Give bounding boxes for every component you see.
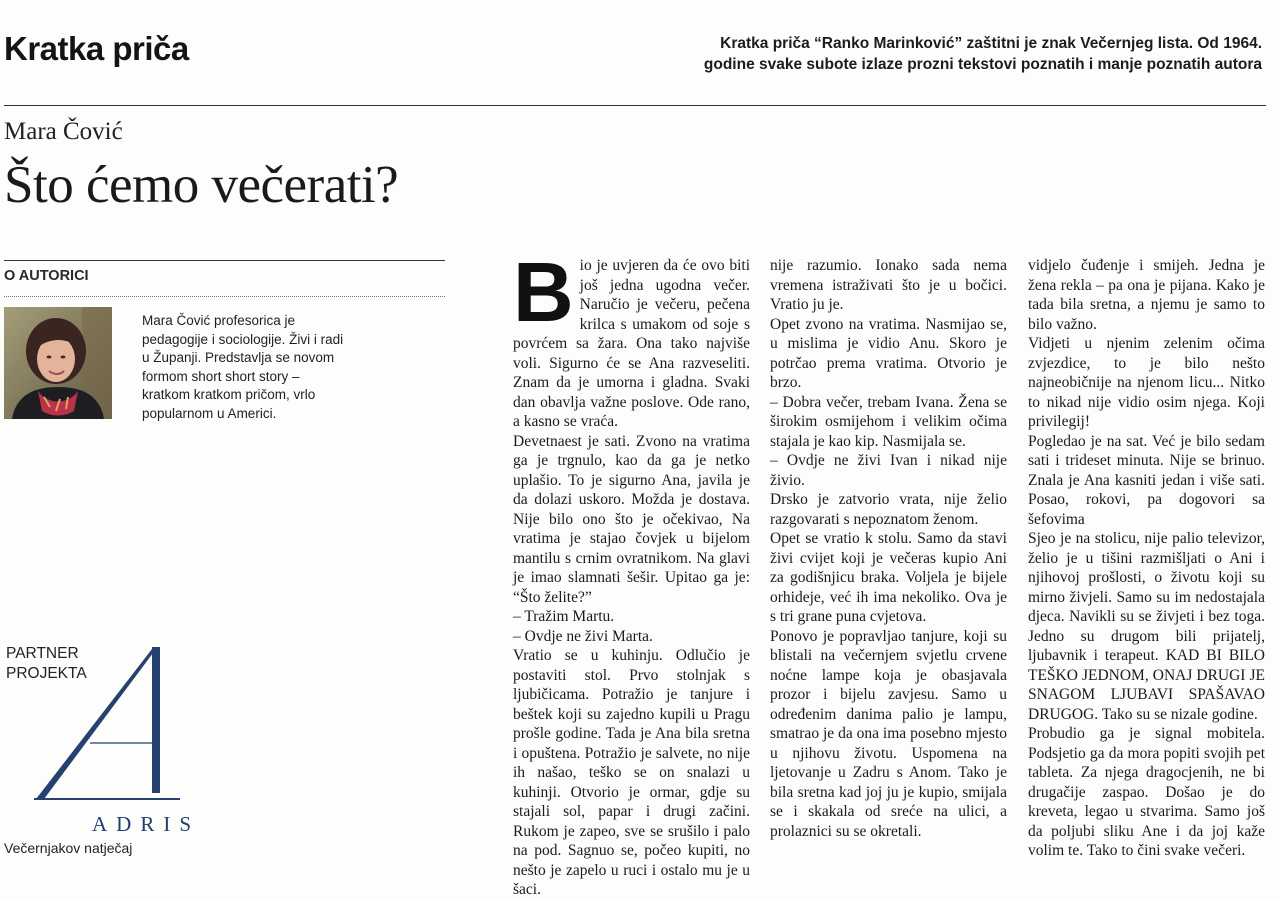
about-divider (4, 260, 445, 261)
author-bio-line: kratkom kratkom pričom, vrlo (142, 387, 316, 402)
author-bio (142, 312, 372, 423)
header-divider (4, 105, 1266, 106)
paragraph: Ponovo je popravljao tanjure, koji su blistali na večernjem svjetlu crvene noćne lampe koja je obasjavala prozor i bijelu zavjesu. Samo u određenim danima palio je lampu, smatrao je da ona ima posebno mjesto u njihovu životu. Uspomena na ljetovanje u Zadru s Anom. Tako je bila sretna kad joj ju je kupio, smijala se i skakala od sreće na ulici, a prolaznici su se okretali. (770, 627, 1007, 840)
paragraph: vidjelo čuđenje i smijeh. Jedna je žena rekla – pa ona je pijana. Kako je tada bila sretna, a njemu je samo to bilo važno. (1028, 257, 1265, 333)
paragraph: – Ovdje ne živi Marta. (513, 627, 653, 645)
paragraph: – Tražim Martu. (513, 608, 615, 625)
paragraph: – Dobra večer, trebam Ivana. Žena se širokim osmijehom i velikim očima stajala je kao kip. Nasmijala se. (770, 393, 1007, 450)
paragraph: Probudio ga je signal mobitela. Podsjetio ga da mora popiti svojih pet tableta. Za njega dragocjenih, ne bi drugačije zaspao. Došao je do kreveta, legao u stvarima. Samo još da poljubi sliku Ane i da joj kaže volim te. Tako to čini svake večeri. (1028, 725, 1265, 859)
story-column-1 (513, 245, 750, 898)
about-author-label: O AUTORICI (4, 268, 89, 284)
author-bio-line: Mara Čović profesorica je (142, 313, 296, 328)
author-bio-line: u Županji. Predstavlja se novom (142, 350, 335, 365)
story-title: Što ćemo večerati? (4, 156, 399, 214)
drop-cap: B (513, 245, 574, 339)
paragraph: Devetnaest je sati. Zvono na vratima ga je trgnulo, kao da ga je netko uplašio. To je sigurno Ana, javila je da dolazi uskoro. Možda je dostava. Nije bilo ono što je očekivao, Na vratima je stajao čovjek u bijelom mantilu s crnim ovratnikom. Na glavi je imao slamnati šešir. Upitao ga je: “Što želite?” (513, 432, 750, 606)
paragraph: nije razumio. Ionako sada nema vremena istraživati što je u bočici. Vratio ju je. (770, 257, 1007, 313)
author-name: Mara Čović (4, 118, 123, 145)
partner-label-line-1: PARTNER (6, 645, 79, 662)
paragraph: Vratio se u kuhinju. Odlučio je postaviti stol. Prvo stolnjak s ljubičicama. Potražio je tanjure i beštek koji su zajedno kupili u Pragu prošle godine. Tada je Ana bila sretna i opuštena. Potražio je salvete, no nije ih našao, teško se on snalazi u kuhinji. Otvorio je ormar, gdje su stajali sol, papar i drugi začini. Rukom je zapeo, sve se srušilo i palo na pod. Sagnuo se, počeo kupiti, no nešto je zapelo u ruci i ostalo mu je u šaci. (513, 647, 750, 898)
author-portrait-image (4, 307, 112, 419)
paragraph: Vidjeti u njenim zelenim očima zvjezdice, to je bilo nešto najneobičnije na njenom licu... Nitko to nikad nije vidio osim njega. Koji privilegij! (1028, 335, 1265, 430)
paragraph: Pogledao je na sat. Već je bilo sedam sati i trideset minuta. Nije se brinuo. Znala je Ana kasniti jedan i više sati. Posao, rokovi, pa dogovori sa šefovima (1028, 432, 1265, 528)
paragraph: Opet se vratio k stolu. Samo da stavi živi cvijet koji je večeras kupio Ani za godišnjicu braka. Voljela je bijele orhideje, već ih ima nekoliko. Ova je s tri grane puna cvjetova. (770, 530, 1007, 625)
about-dotted-divider (4, 296, 445, 297)
section-description-line-2: godine svake subote izlaze prozni tekstovi poznatih i manje poznatih autora (703, 56, 1262, 73)
section-description-line-1: Kratka priča “Ranko Marinković” zaštitni je znak Večernjeg lista. Od 1964. (720, 35, 1262, 52)
adris-logo-text: ADRIS (92, 812, 201, 836)
paragraph: Sjeo je na stolicu, nije palio televizor, želio je u tišini razmišljati o Ani i njihovoj prošlosti, o životu koji su mirno živjeli. Samo su im nedostajala djeca. Navikli su se živjeti i bez toga. Jedno su drugom bili prijatelj, ljubavnik i terapeut. KAD BI BILO TEŠKO JEDNOM, ONAJ DRUGI JE SNAGOM LJUBAVI SPAŠAVAO DRUGOG. Tako su se nizale godine. (1028, 530, 1265, 723)
author-bio-line: popularnom u Americi. (142, 405, 277, 421)
adris-logo-icon (30, 643, 220, 808)
paragraph: Opet zvono na vratima. Nasmijao se, u mislima je vidio Anu. Skoro je potrčao prema vratima. Otvorio je brzo. (770, 315, 1007, 391)
paragraph: io je uvjeren da će ovo biti još jedna ugodna večer. Naručio je večeru, pečena krilca s umakom od soje s povrćem sa žara. Ona tako najviše voli. Sigurno će se Ana razveseliti. Znam da je umorna i gladna. Svaki dan obavlja važne poslove. Ode rano, a kasno se vraća. (513, 257, 750, 430)
story-column-2 (770, 256, 1007, 853)
paragraph: – Ovdje ne živi Ivan i nikad nije živio. (770, 452, 1007, 489)
section-description (562, 33, 1262, 75)
paragraph: Drsko je zatvorio vrata, nije želio razgovarati s nepoznatom ženom. (770, 491, 1007, 528)
story-column-3 (1028, 256, 1265, 859)
contest-footnote: Večernjakov natječaj (4, 840, 133, 856)
author-bio-line: formom short short story – (142, 368, 300, 384)
section-title: Kratka priča (4, 30, 189, 67)
author-photo (4, 307, 112, 419)
author-bio-line: pedagogije i sociologije. Živi i radi (142, 331, 344, 347)
partner-label-line-2: PROJEKTA (6, 665, 87, 682)
